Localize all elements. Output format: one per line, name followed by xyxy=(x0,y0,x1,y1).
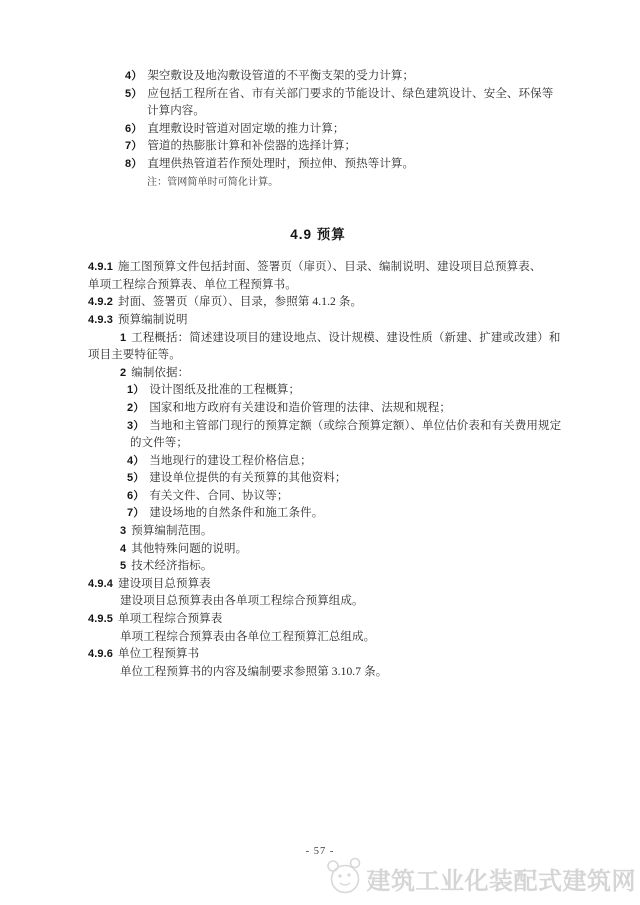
line-text: 建设项目总预算表由各单项工程综合预算组成。 xyxy=(120,595,364,608)
line-number: 7） xyxy=(127,507,145,520)
line-number: 4 xyxy=(120,542,127,555)
line-text: 4.9 预算 xyxy=(290,227,346,243)
watermark-text: 建筑工业化装配式建筑网 xyxy=(366,869,636,895)
line-text: 的文件等； xyxy=(130,437,188,450)
watermark xyxy=(324,853,637,904)
doc-line xyxy=(88,365,548,383)
doc-line xyxy=(88,312,548,330)
line-number: 4.9.4 xyxy=(88,577,113,590)
line-text: 单项工程综合预算表由各单位工程预算汇总组成。 xyxy=(120,630,376,643)
doc-line xyxy=(88,523,548,541)
doc-line xyxy=(88,121,548,139)
doc-line xyxy=(88,400,548,418)
line-number: 4.9.6 xyxy=(88,648,113,661)
line-text: 预算编制说明 xyxy=(117,313,188,326)
line-text: 有关文件、合同、协议等； xyxy=(149,489,289,502)
doc-line xyxy=(88,611,548,629)
doc-line xyxy=(88,68,548,86)
line-text: 国家和地方政府有关建设和造价管理的法律、法规和规程； xyxy=(149,401,451,414)
line-number: 4） xyxy=(127,454,145,467)
doc-line xyxy=(88,629,548,647)
line-text: 计算内容。 xyxy=(147,105,205,118)
line-number: 3 xyxy=(120,525,127,538)
doc-line xyxy=(88,470,548,488)
doc-line xyxy=(88,558,548,576)
line-number: 6） xyxy=(125,122,143,135)
line-number: 2） xyxy=(127,401,145,414)
line-text: 单位工程预算书 xyxy=(117,648,200,661)
line-text: 单项工程综合预算表 xyxy=(117,613,223,626)
line-text: 工程概括：简述建设项目的建设地点、设计规模、建设性质（新建、扩建或改建）和 xyxy=(131,331,561,344)
line-number: 4.9.3 xyxy=(88,313,113,326)
line-text: 直埋供热管道若作预处理时，预拉伸、预热等计算。 xyxy=(147,157,415,170)
doc-line xyxy=(88,505,548,523)
doc-line xyxy=(88,347,548,365)
doc-line xyxy=(88,418,562,436)
line-text: 单位工程预算书的内容及编制要求参照第 3.10.7 条。 xyxy=(120,665,388,678)
line-number: 4） xyxy=(125,70,143,82)
document-content xyxy=(88,68,562,681)
line-text: 单项工程综合预算表、单位工程预算书。 xyxy=(88,278,297,291)
doc-line xyxy=(88,646,548,664)
line-text: 当地和主管部门现行的预算定额（或综合预算定额）、单位估价表和有关费用规定 xyxy=(149,419,562,432)
line-number: 5 xyxy=(120,560,127,573)
doc-line xyxy=(88,174,548,192)
doc-line xyxy=(88,103,548,121)
line-text: 直埋敷设时管道对固定墩的推力计算； xyxy=(147,122,345,135)
line-text: 注：管网简单时可简化计算。 xyxy=(147,176,279,188)
line-text: 应包括工程所在省、市有关部门要求的节能设计、绿色建筑设计、安全、环保等 xyxy=(147,87,554,100)
doc-line xyxy=(88,576,548,594)
doc-line xyxy=(88,294,548,312)
doc-line xyxy=(88,488,548,506)
line-number: 1 xyxy=(120,331,127,344)
line-text: 架空敷设及地沟敷设管道的不平衡支架的受力计算； xyxy=(147,70,415,82)
doc-line xyxy=(88,330,561,348)
page-number: - 57 - xyxy=(305,846,335,857)
line-text: 管道的热膨胀计算和补偿器的选择计算； xyxy=(147,140,357,153)
line-number: 7） xyxy=(125,140,143,153)
line-number: 6） xyxy=(127,489,145,502)
line-text: 施工图预算文件包括封面、签署页（扉页）、目录、编制说明、建设项目总预算表、 xyxy=(117,261,542,274)
doc-line xyxy=(88,664,548,682)
doc-line xyxy=(88,593,548,611)
line-text: 建设单位提供的有关预算的其他资料； xyxy=(149,472,347,485)
line-number: 1） xyxy=(127,384,145,397)
doc-line xyxy=(88,541,548,559)
line-text: 项目主要特征等。 xyxy=(88,349,181,362)
line-text: 其他特殊问题的说明。 xyxy=(131,542,248,555)
line-text: 设计图纸及批准的工程概算； xyxy=(149,384,301,397)
doc-line xyxy=(88,453,548,471)
doc-line xyxy=(88,86,554,104)
line-number: 8） xyxy=(125,157,143,170)
panda-logo-icon xyxy=(324,853,366,904)
line-number: 3） xyxy=(127,419,145,432)
doc-line xyxy=(88,435,548,453)
doc-line xyxy=(88,382,548,400)
line-number: 5） xyxy=(127,472,145,485)
doc-line xyxy=(88,138,548,156)
doc-line xyxy=(88,277,548,295)
line-number: 2 xyxy=(120,366,127,379)
line-text: 建设项目总预算表 xyxy=(117,577,211,590)
line-text: 技术经济指标。 xyxy=(131,560,213,573)
line-text: 封面、签署页（扉页）、目录，参照第 4.1.2 条。 xyxy=(117,296,363,309)
line-number: 4.9.1 xyxy=(88,261,113,274)
doc-line xyxy=(88,259,548,277)
doc-line xyxy=(88,156,548,174)
line-text: 当地现行的建设工程价格信息； xyxy=(149,454,312,467)
line-number: 4.9.5 xyxy=(88,613,113,626)
line-number: 5） xyxy=(125,87,143,100)
line-text: 建设场地的自然条件和施工条件。 xyxy=(149,507,324,520)
line-text: 编制依据： xyxy=(131,366,190,379)
section-heading xyxy=(88,225,548,245)
line-text: 预算编制范围。 xyxy=(131,525,213,538)
line-number: 4.9.2 xyxy=(88,296,113,309)
